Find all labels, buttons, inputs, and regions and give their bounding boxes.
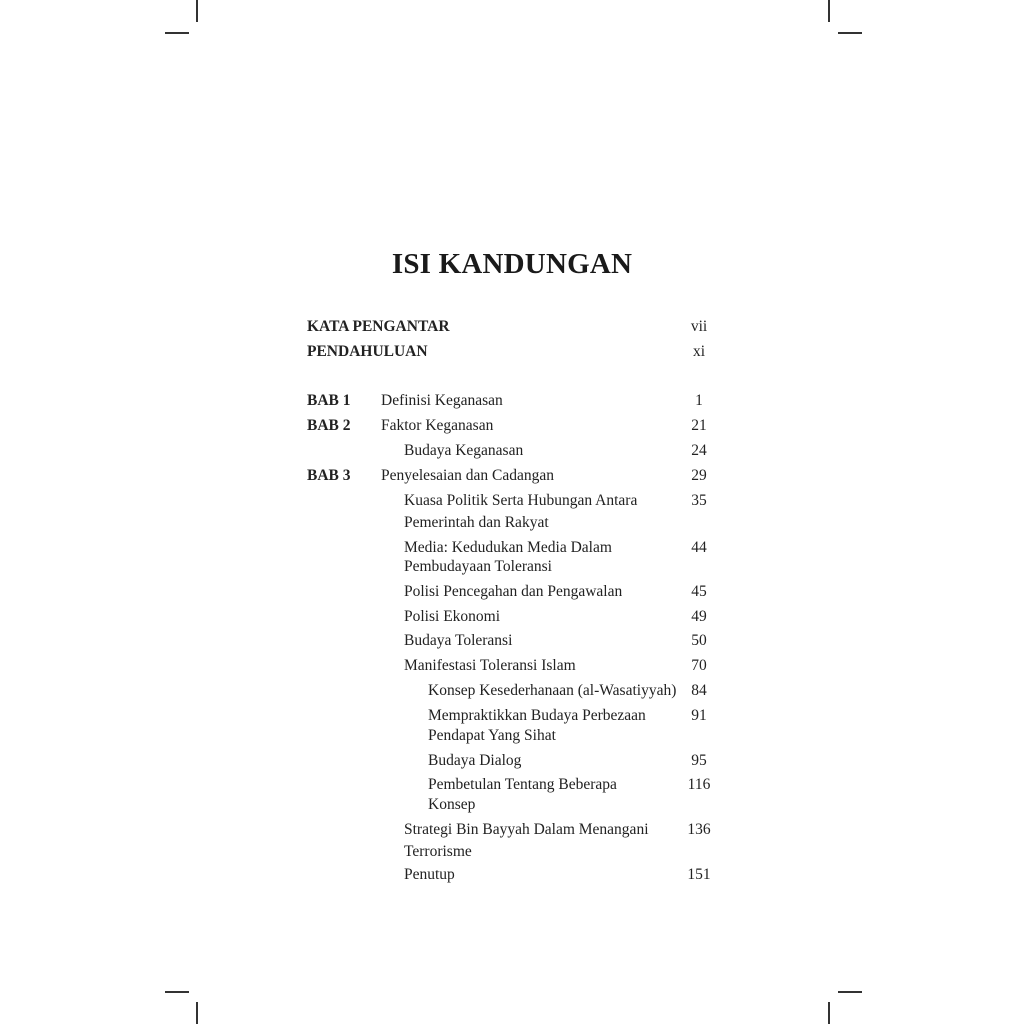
section-title-line-1: Strategi Bin Bayyah Dalam Menangani <box>404 821 649 838</box>
section-title: Budaya Toleransi <box>404 632 513 649</box>
toc-page-number: 44 <box>691 539 707 556</box>
section-title-line-1: Kuasa Politik Serta Hubungan Antara <box>404 492 638 509</box>
toc-page-number: 50 <box>691 632 707 649</box>
subsection-title-line-2: Konsep <box>428 796 476 813</box>
toc-page-number: 91 <box>691 707 707 724</box>
toc-page-number: 45 <box>691 583 707 600</box>
subsection-title: Budaya Dialog <box>428 752 522 769</box>
chapter-label: BAB 1 <box>307 392 351 409</box>
section-title: Manifestasi Toleransi Islam <box>404 657 576 674</box>
section-title-line-1: Media: Kedudukan Media Dalam <box>404 539 612 556</box>
toc-page-number: 35 <box>691 492 707 509</box>
chapter-title: Faktor Keganasan <box>381 417 494 434</box>
section-title: Budaya Keganasan <box>404 442 524 459</box>
chapter-title: Definisi Keganasan <box>381 392 503 409</box>
toc-page-number: 70 <box>691 657 707 674</box>
toc-page-number: 151 <box>687 866 711 883</box>
toc-entry-title: PENDAHULUAN <box>307 343 428 360</box>
chapter-label: BAB 3 <box>307 467 351 484</box>
section-title-line-2: Pemerintah dan Rakyat <box>404 514 549 531</box>
section-title-line-2: Pembudayaan Toleransi <box>404 558 552 575</box>
toc-entry-title: KATA PENGANTAR <box>307 318 450 335</box>
subsection-title: Konsep Kesederhanaan (al-Wasatiyyah) <box>428 682 677 699</box>
toc-page-number: 24 <box>691 442 707 459</box>
subsection-title-line-1: Pembetulan Tentang Beberapa <box>428 776 617 793</box>
toc-page-number: 1 <box>695 392 703 409</box>
section-title: Polisi Ekonomi <box>404 608 501 625</box>
toc-page-number: 21 <box>691 417 707 434</box>
subsection-title-line-1: Mempraktikkan Budaya Perbezaan <box>428 707 646 724</box>
toc-page-number: 95 <box>691 752 707 769</box>
toc-page-number: 116 <box>687 776 711 793</box>
section-title: Penutup <box>404 866 455 883</box>
toc-page-number: xi <box>692 343 706 360</box>
page-title: ISI KANDUNGAN <box>391 248 633 280</box>
toc-page-number: 29 <box>691 467 707 484</box>
toc-page-number: vii <box>690 318 708 335</box>
section-title-line-2: Terrorisme <box>404 843 472 860</box>
toc-page-number: 49 <box>691 608 707 625</box>
section-title: Polisi Pencegahan dan Pengawalan <box>404 583 623 600</box>
chapter-label: BAB 2 <box>307 417 351 434</box>
subsection-title-line-2: Pendapat Yang Sihat <box>428 727 556 744</box>
toc-page-number: 136 <box>687 821 711 838</box>
chapter-title: Penyelesaian dan Cadangan <box>381 467 555 484</box>
toc-page-number: 84 <box>691 682 707 699</box>
